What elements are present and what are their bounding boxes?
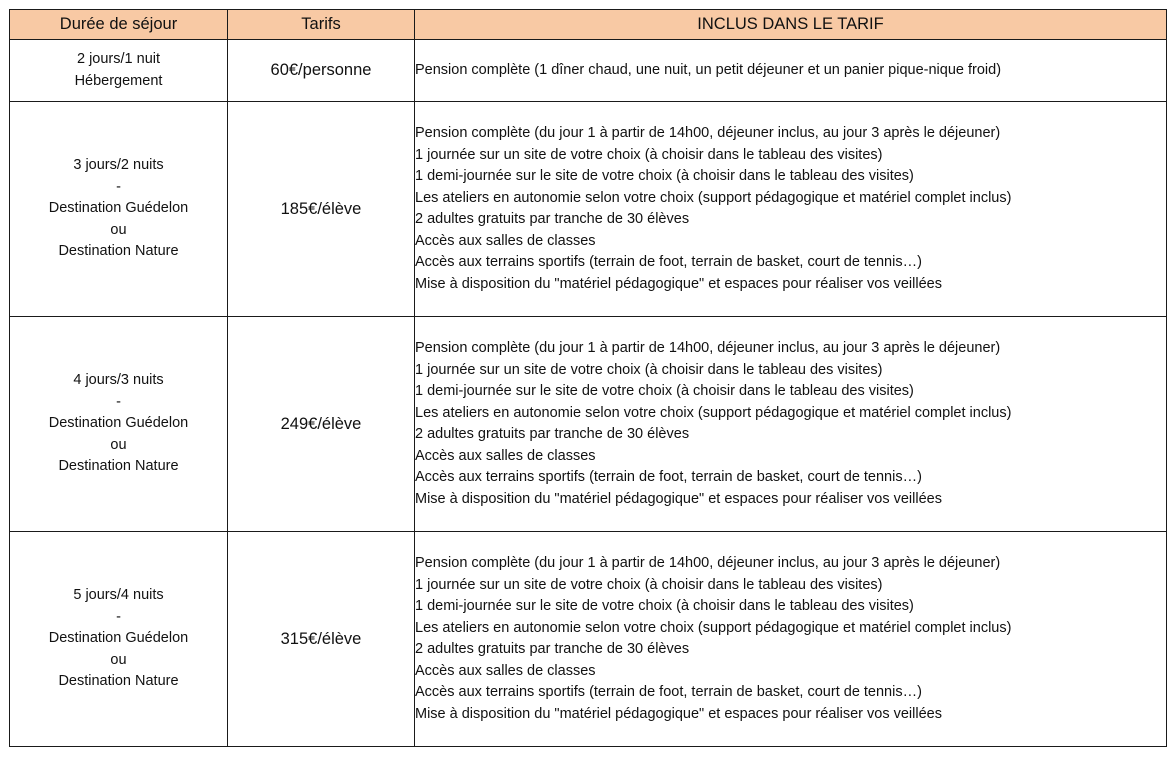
duree-line: Destination Guédelon bbox=[48, 200, 189, 217]
duree-line: Destination Guédelon bbox=[48, 630, 189, 647]
duree-line: Hébergement bbox=[74, 72, 163, 89]
inclus-line: Mise à disposition du "matériel pédagogique" et espaces pour réaliser vos veillées bbox=[415, 705, 942, 722]
table-row bbox=[10, 317, 1167, 532]
duree-cell bbox=[10, 317, 228, 532]
inclus-line: Accès aux salles de classes bbox=[415, 662, 596, 679]
duree-line: Destination Guédelon bbox=[48, 415, 189, 432]
header-tarifs: Tarifs bbox=[228, 10, 415, 40]
inclus-line: Accès aux terrains sportifs (terrain de foot, terrain de basket, court de tennis…) bbox=[415, 469, 922, 485]
duree-cell bbox=[10, 40, 228, 102]
inclus-line: 1 demi-journée sur le site de votre choix (à choisir dans le tableau des visites) bbox=[415, 598, 914, 614]
inclus-line: 2 adultes gratuits par tranche de 30 élèves bbox=[415, 211, 690, 227]
duree-line: Destination Nature bbox=[58, 673, 179, 690]
inclus-line: Les ateliers en autonomie selon votre choix (support pédagogique et matériel complet inclus) bbox=[415, 404, 1012, 421]
header-duree: Durée de séjour bbox=[10, 10, 228, 40]
duree-line: Destination Nature bbox=[58, 458, 179, 475]
table-row bbox=[10, 102, 1167, 317]
inclus-line: Pension complète (du jour 1 à partir de 14h00, déjeuner inclus, au jour 3 après le déjeuner) bbox=[415, 555, 1001, 571]
inclus-line: Mise à disposition du "matériel pédagogique" et espaces pour réaliser vos veillées bbox=[415, 490, 942, 507]
inclus-line: Accès aux salles de classes bbox=[415, 447, 596, 464]
inclus-line: 1 journée sur un site de votre choix (à choisir dans le tableau des visites) bbox=[415, 146, 883, 163]
inclus-line: Accès aux salles de classes bbox=[415, 232, 596, 249]
duree-line: 3 jours/2 nuits bbox=[73, 157, 164, 174]
inclus-line: Mise à disposition du "matériel pédagogique" et espaces pour réaliser vos veillées bbox=[415, 275, 942, 292]
tarif-cell: 315€/élève bbox=[228, 532, 415, 747]
inclus-cell bbox=[415, 102, 1167, 317]
duree-line: ou bbox=[110, 221, 127, 238]
duree-line: - bbox=[116, 608, 121, 625]
duree-cell bbox=[10, 102, 228, 317]
inclus-line: 1 demi-journée sur le site de votre choix (à choisir dans le tableau des visites) bbox=[415, 168, 914, 184]
duree-line: - bbox=[116, 393, 121, 410]
inclus-cell bbox=[415, 532, 1167, 747]
tarif-cell: 249€/élève bbox=[228, 317, 415, 532]
inclus-line: Pension complète (du jour 1 à partir de 14h00, déjeuner inclus, au jour 3 après le déjeuner) bbox=[415, 340, 1001, 356]
inclus-line: Les ateliers en autonomie selon votre choix (support pédagogique et matériel complet inclus) bbox=[415, 619, 1012, 636]
inclus-line: 1 demi-journée sur le site de votre choix (à choisir dans le tableau des visites) bbox=[415, 383, 914, 399]
inclus-line: 1 journée sur un site de votre choix (à choisir dans le tableau des visites) bbox=[415, 576, 883, 593]
table-row bbox=[10, 40, 1167, 102]
inclus-line: Pension complète (1 dîner chaud, une nuit, un petit déjeuner et un panier pique-nique froid) bbox=[415, 61, 1002, 78]
inclus-line: Pension complète (du jour 1 à partir de 14h00, déjeuner inclus, au jour 3 après le déjeuner) bbox=[415, 125, 1001, 141]
duree-line: 2 jours/1 nuit bbox=[76, 51, 161, 67]
table-row bbox=[10, 532, 1167, 747]
inclus-line: Les ateliers en autonomie selon votre choix (support pédagogique et matériel complet inclus) bbox=[415, 189, 1012, 206]
duree-line: - bbox=[116, 178, 121, 195]
duree-cell bbox=[10, 532, 228, 747]
inclus-cell bbox=[415, 40, 1167, 102]
inclus-line: 2 adultes gratuits par tranche de 30 élèves bbox=[415, 426, 690, 442]
inclus-line: Accès aux terrains sportifs (terrain de foot, terrain de basket, court de tennis…) bbox=[415, 254, 922, 270]
inclus-line: Accès aux terrains sportifs (terrain de foot, terrain de basket, court de tennis…) bbox=[415, 684, 922, 700]
duree-line: 5 jours/4 nuits bbox=[73, 587, 164, 604]
inclus-line: 2 adultes gratuits par tranche de 30 élèves bbox=[415, 641, 690, 657]
inclus-cell bbox=[415, 317, 1167, 532]
tarif-cell: 60€/personne bbox=[228, 40, 415, 102]
duree-line: ou bbox=[110, 436, 127, 453]
duree-line: ou bbox=[110, 651, 127, 668]
header-inclus: INCLUS DANS LE TARIF bbox=[415, 10, 1167, 40]
duree-line: Destination Nature bbox=[58, 243, 179, 260]
header-row bbox=[10, 10, 1167, 40]
tarif-cell: 185€/élève bbox=[228, 102, 415, 317]
tarifs-table bbox=[9, 9, 1167, 747]
inclus-line: 1 journée sur un site de votre choix (à choisir dans le tableau des visites) bbox=[415, 361, 883, 378]
duree-line: 4 jours/3 nuits bbox=[73, 372, 164, 389]
